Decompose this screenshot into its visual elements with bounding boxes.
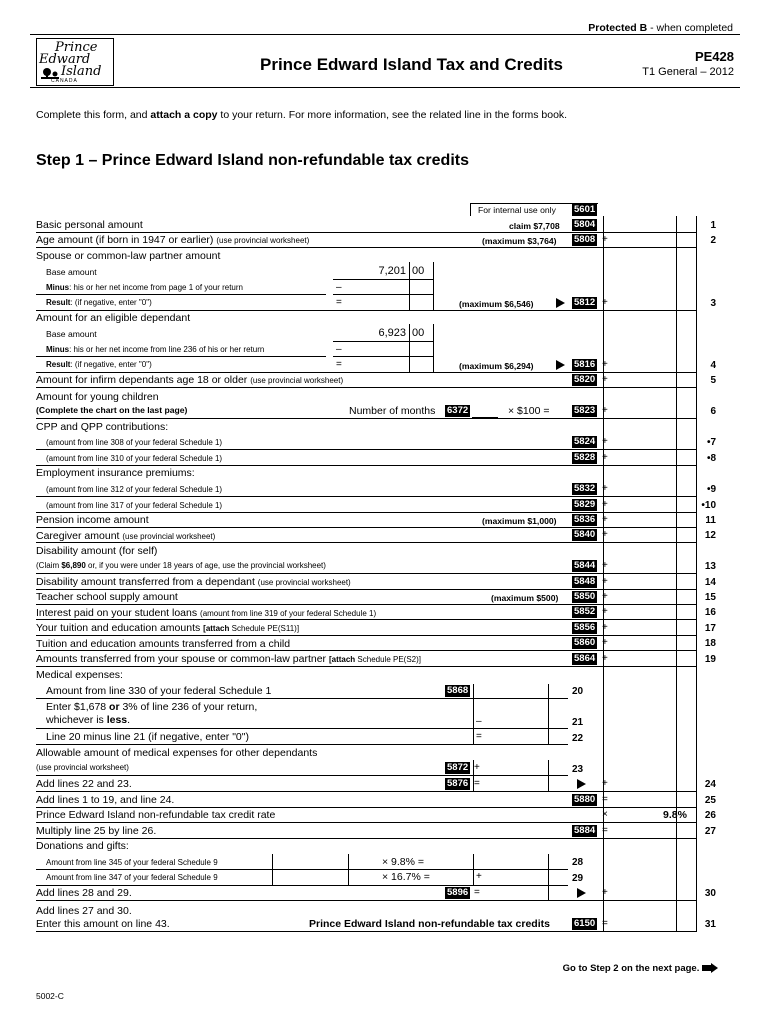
code-5850: 5850: [574, 591, 596, 602]
line-num-27: 27: [704, 826, 716, 837]
line-num-25: 25: [704, 795, 716, 806]
line-11-label: Pension income amount: [36, 514, 149, 526]
line-20-label: Amount from line 330 of your federal Schedule 1: [46, 685, 272, 697]
spouse-base-label: Base amount: [46, 267, 97, 277]
line-14-label: Disability amount transferred from a dependant (use provincial worksheet): [36, 576, 351, 588]
dependant-base-amount: 6,923: [378, 327, 406, 339]
line-16-label: Interest paid on your student loans (amount from line 319 of your federal Schedule 1): [36, 607, 377, 619]
line-1-label: Basic personal amount: [36, 219, 143, 231]
arrow-right-icon: [702, 963, 718, 973]
line-num-3: 3: [710, 298, 716, 309]
line-num-30: 30: [704, 888, 716, 899]
code-6150: 6150: [574, 918, 596, 929]
dependant-result-label: Result: (if negative, enter "0"): [46, 360, 152, 369]
protected-label: Protected B - when completed: [588, 22, 733, 34]
line-num-7: •7: [706, 437, 716, 448]
line-num-5: 5: [710, 375, 716, 386]
spouse-base-amount: 7,201: [378, 265, 406, 277]
allowable-note: (use provincial worksheet): [36, 763, 129, 772]
code-5828: 5828: [574, 452, 596, 463]
line-28-label: Amount from line 345 of your federal Schedule 9: [46, 858, 218, 867]
code-5808: 5808: [574, 234, 596, 245]
line-12-label: Caregiver amount (use provincial worksheet): [36, 530, 216, 542]
line-31-label-b: Enter this amount on line 43.: [36, 918, 170, 930]
line-10-label: (amount from line 317 of your federal Schedule 1): [46, 501, 223, 510]
line-num-9: •9: [706, 484, 716, 495]
line-num-11: 11: [705, 515, 716, 526]
line-4-max: (maximum $6,294): [459, 361, 534, 371]
code-5868: 5868: [447, 685, 469, 696]
allowable-heading: Allowable amount of medical expenses for other dependants: [36, 747, 318, 759]
months-input[interactable]: [472, 405, 498, 418]
dependant-base-cents: 00: [412, 327, 425, 339]
disability-note: (Claim $6,890 or, if you were under 18 years of age, use the provincial worksheet): [36, 561, 326, 570]
code-5840: 5840: [574, 529, 596, 540]
line-5-label: Amount for infirm dependants age 18 or older (use provincial worksheet): [36, 374, 344, 386]
young-children-label: Amount for young children: [36, 391, 159, 403]
code-5852: 5852: [574, 606, 596, 617]
line-19-label: Amounts transferred from your spouse or common-law partner [attach Schedule PE(S2)]: [36, 653, 421, 665]
line-num-10: •10: [701, 500, 716, 511]
line-num-28: 28: [572, 857, 584, 868]
line-15-label: Teacher school supply amount: [36, 591, 178, 603]
code-5884: 5884: [574, 825, 596, 836]
line-num-21: 21: [572, 717, 584, 728]
line-21-label-a: Enter $1,678 or 3% of line 236 of your return,: [46, 701, 258, 713]
step1-title: Step 1 – Prince Edward Island non-refundable tax credits: [36, 152, 469, 169]
intro-text: Complete this form, and attach a copy to your return. For more information, see the related line in the forms book.: [36, 109, 568, 121]
line-num-17: 17: [704, 623, 716, 634]
line-num-2: 2: [710, 235, 716, 246]
disability-heading: Disability amount (for self): [36, 545, 158, 557]
code-5824: 5824: [574, 436, 596, 447]
code-5848: 5848: [574, 576, 596, 587]
line-num-18: 18: [704, 638, 716, 649]
form-title: Prince Edward Island Tax and Credits: [260, 55, 563, 74]
form-header: [30, 34, 740, 88]
spouse-result-label: Result: (if negative, enter "0"): [46, 298, 152, 307]
spouse-heading: Spouse or common-law partner amount: [36, 250, 221, 262]
spouse-minus-label: Minus: his or her net income from page 1 of your return: [46, 283, 243, 292]
spouse-base-cents: 00: [412, 265, 425, 277]
line-num-16: 16: [704, 607, 716, 618]
cpp-heading: CPP and QPP contributions:: [36, 421, 169, 433]
young-children-note: (Complete the chart on the last page): [36, 405, 188, 415]
line-3-max: (maximum $6,546): [459, 299, 534, 309]
line-num-19: 19: [704, 654, 716, 665]
line-28-rate: × 9.8% =: [382, 856, 425, 868]
medical-heading: Medical expenses:: [36, 669, 123, 681]
line-2-amount-field[interactable]: [610, 234, 676, 246]
dependant-base-label: Base amount: [46, 329, 97, 339]
line-7-label: (amount from line 308 of your federal Schedule 1): [46, 438, 223, 447]
arrow-right-icon: [577, 888, 586, 898]
next-page-link[interactable]: Go to Step 2 on the next page.: [563, 963, 718, 974]
code-5820: 5820: [574, 374, 596, 385]
form-id: 5002-C: [36, 991, 64, 1001]
line-24-label: Add lines 22 and 23.: [36, 778, 132, 790]
code-5896: 5896: [447, 887, 469, 898]
code-5872: 5872: [447, 762, 469, 773]
line-26-rate: 9.8%: [663, 809, 687, 821]
line-num-15: 15: [704, 592, 716, 603]
line-2-label: Age amount (if born in 1947 or earlier) (use provincial worksheet): [36, 234, 310, 246]
line-num-26: 26: [704, 810, 716, 821]
line-1-claim: claim $7,708: [509, 221, 560, 231]
code-5860: 5860: [574, 637, 596, 648]
line-1-amount-field[interactable]: [604, 219, 676, 231]
dependant-heading: Amount for an eligible dependant: [36, 312, 191, 324]
line-30-label: Add lines 28 and 29.: [36, 887, 132, 899]
code-5816: 5816: [574, 359, 596, 370]
line-num-22: 22: [572, 733, 584, 744]
form-code: PE428: [694, 49, 734, 64]
ei-heading: Employment insurance premiums:: [36, 467, 195, 479]
code-5823: 5823: [574, 405, 596, 416]
line-num-8: •8: [706, 453, 716, 464]
line-num-20: 20: [572, 686, 584, 697]
code-5844: 5844: [574, 560, 596, 571]
line-29-rate: × 16.7% =: [382, 871, 430, 883]
line-num-23: 23: [572, 764, 584, 775]
code-5832: 5832: [574, 483, 596, 494]
line-15-max: (maximum $500): [491, 593, 559, 603]
code-5856: 5856: [574, 622, 596, 633]
dependant-minus-label: Minus: his or her net income from line 236 of his or her return: [46, 345, 265, 354]
line-8-label: (amount from line 310 of your federal Schedule 1): [46, 454, 223, 463]
line-29-label: Amount from line 347 of your federal Schedule 9: [46, 873, 218, 882]
code-5804: 5804: [574, 219, 596, 230]
code-6372: 6372: [447, 405, 469, 416]
code-5880: 5880: [574, 794, 596, 805]
form-subtitle: T1 General – 2012: [642, 66, 734, 78]
line-21-label-b: whichever is less.: [46, 714, 131, 726]
line-22-label: Line 20 minus line 21 (if negative, enter "0"): [46, 731, 249, 743]
line-num-4: 4: [710, 360, 716, 371]
line-26-label: Prince Edward Island non-refundable tax credit rate: [36, 809, 276, 821]
line-31-label-a: Add lines 27 and 30.: [36, 905, 132, 917]
donations-heading: Donations and gifts:: [36, 840, 129, 852]
line-31-total-label: Prince Edward Island non-refundable tax credits: [309, 918, 550, 930]
line-25-label: Add lines 1 to 19, and line 24.: [36, 794, 175, 806]
line-27-label: Multiply line 25 by line 26.: [36, 825, 157, 837]
line-num-1: 1: [710, 220, 716, 231]
line-18-label: Tuition and education amounts transferred from a child: [36, 638, 291, 650]
line-num-13: 13: [704, 561, 716, 572]
arrow-right-icon: [577, 779, 586, 789]
line-11-max: (maximum $1,000): [482, 516, 557, 526]
code-5829: 5829: [574, 499, 596, 510]
code-5836: 5836: [574, 514, 596, 525]
line-num-29: 29: [572, 873, 584, 884]
line-17-label: Your tuition and education amounts [attach Schedule PE(S11)]: [36, 622, 300, 634]
line-9-label: (amount from line 312 of your federal Schedule 1): [46, 485, 223, 494]
arrow-right-icon: [556, 298, 565, 308]
code-5601: 5601: [574, 204, 596, 215]
months-label: Number of months: [349, 405, 436, 417]
code-5812: 5812: [574, 297, 596, 308]
line-num-12: 12: [704, 530, 716, 541]
line-num-6: 6: [710, 406, 716, 417]
line-num-24: 24: [704, 779, 716, 790]
line-num-31: 31: [704, 919, 716, 930]
line-num-14: 14: [704, 577, 716, 588]
line-2-max: (maximum $3,764): [482, 236, 557, 246]
code-5864: 5864: [574, 653, 596, 664]
pei-logo: Prince Edward Island CANADA: [36, 38, 114, 86]
times-100: × $100 =: [508, 405, 550, 417]
internal-use-label: For internal use only: [478, 205, 556, 215]
arrow-right-icon: [556, 360, 565, 370]
code-5876: 5876: [447, 778, 469, 789]
